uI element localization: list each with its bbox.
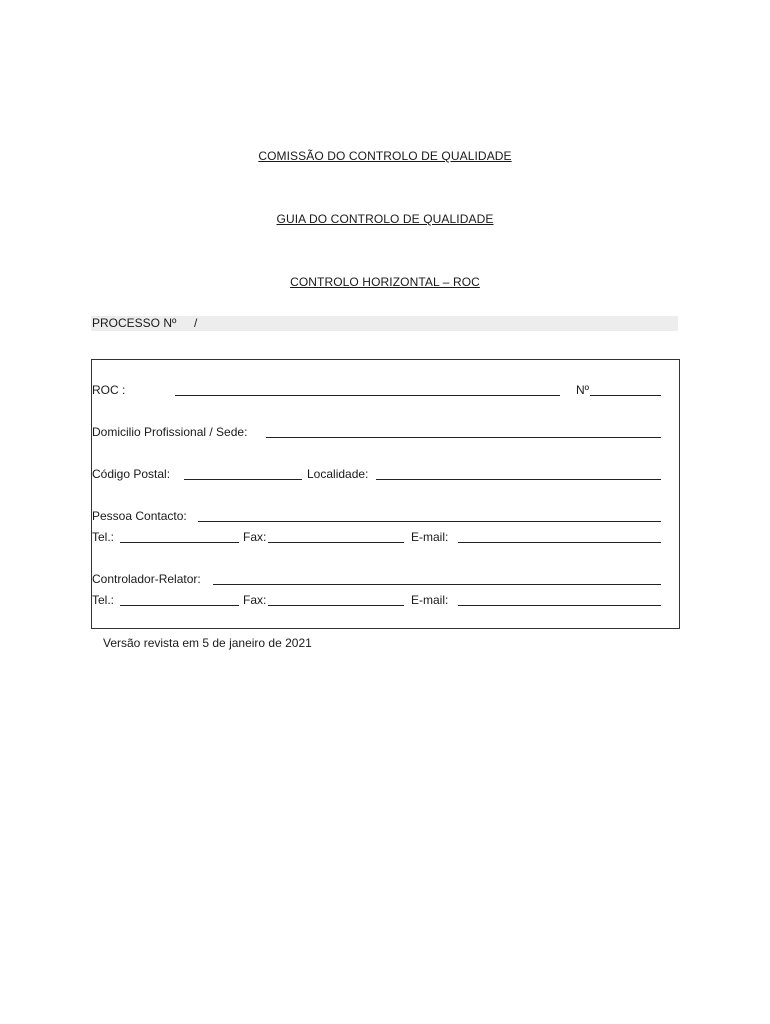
domicilio-row	[92, 425, 679, 439]
fax-label: Fax:	[243, 530, 267, 544]
pessoa-contacto-input-line[interactable]	[198, 521, 661, 522]
localidade-label: Localidade:	[307, 467, 369, 481]
roc-label: ROC :	[92, 383, 126, 397]
email2-input-line[interactable]	[458, 605, 661, 606]
tel2-label: Tel.:	[92, 593, 115, 607]
domicilio-label: Domicilio Profissional / Sede:	[92, 425, 248, 439]
processo-field[interactable]	[91, 316, 678, 331]
controlador-label: Controlador-Relator:	[92, 572, 201, 586]
numero-label: Nº	[576, 383, 590, 397]
document-title: COMISSÃO DO CONTROLO DE QUALIDADE	[258, 149, 512, 163]
roc-row	[92, 383, 679, 397]
controlador-row	[92, 572, 679, 586]
domicilio-input-line[interactable]	[266, 437, 661, 438]
codigo-postal-label: Código Postal:	[92, 467, 171, 481]
codigo-postal-input-line[interactable]	[184, 479, 302, 480]
tel2-input-line[interactable]	[120, 605, 239, 606]
version-note: Versão revista em 5 de janeiro de 2021	[103, 636, 312, 650]
contacto-details-row	[92, 530, 679, 544]
localidade-input-line[interactable]	[376, 479, 661, 480]
email-input-line[interactable]	[458, 542, 661, 543]
pessoa-contacto-row	[92, 509, 679, 523]
processo-separator: /	[194, 316, 198, 330]
fax-input-line[interactable]	[268, 542, 404, 543]
roc-input-line[interactable]	[175, 395, 560, 396]
tel-input-line[interactable]	[120, 542, 239, 543]
controlador-input-line[interactable]	[213, 584, 661, 585]
fax2-label: Fax:	[243, 593, 267, 607]
roc-form-box	[91, 359, 680, 629]
fax2-input-line[interactable]	[268, 605, 404, 606]
tel-label: Tel.:	[92, 530, 115, 544]
codigo-postal-row	[92, 467, 679, 481]
document-section-title: CONTROLO HORIZONTAL – ROC	[290, 275, 480, 289]
pessoa-contacto-label: Pessoa Contacto:	[92, 509, 187, 523]
email2-label: E-mail:	[411, 593, 449, 607]
email-label: E-mail:	[411, 530, 449, 544]
numero-input-line[interactable]	[590, 395, 661, 396]
controlador-details-row	[92, 593, 679, 607]
document-subtitle: GUIA DO CONTROLO DE QUALIDADE	[276, 212, 494, 226]
processo-label: PROCESSO Nº	[92, 316, 177, 330]
